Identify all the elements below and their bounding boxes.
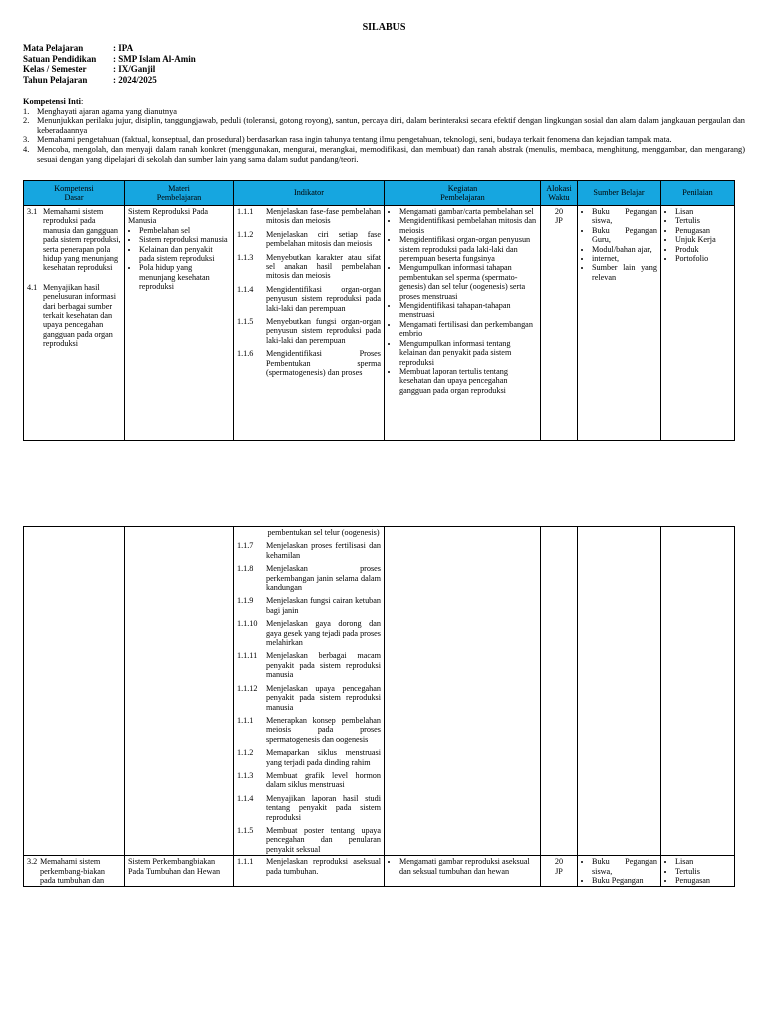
kegiatan-cell xyxy=(385,527,541,856)
header-indikator xyxy=(234,181,385,206)
materi-cell xyxy=(125,527,234,856)
kd-cell xyxy=(24,856,125,887)
sumber-cell xyxy=(578,206,661,441)
indikator-item xyxy=(237,857,381,876)
meta-row xyxy=(23,54,196,65)
kd-cell xyxy=(24,206,125,441)
list-item: • Mengidentifikasi tahapan-tahapan menstruasi xyxy=(399,301,537,320)
indikator-text: Mengidentifikasi Proses Pembentukan sperma (spermatogenesis) dan proses xyxy=(266,349,381,378)
list-item: • Unjuk Kerja xyxy=(675,235,731,244)
ki-text: Menghayati ajaran agama yang dianutnya xyxy=(37,106,177,116)
ki-heading xyxy=(23,97,745,107)
list-item: • Mengidentifikasi pembelahan mitosis dan meiosis xyxy=(399,216,537,235)
indikator-text: Menjelaskan gaya dorong dan gaya gesek yang tejadi pada proses melahirkan xyxy=(266,619,381,648)
meta-row xyxy=(23,64,196,75)
list-item: • Mengidentifikasi organ-organ penyusun sistem reproduksi pada laki-laki dan perempuan beserta fungsinya xyxy=(399,235,537,263)
indikator-text: Membuat poster tentang upaya pencegahan dan penularan penyakit seksual xyxy=(266,825,381,854)
list-item: • Buku Pegangan Guru, xyxy=(592,226,657,245)
table-row xyxy=(24,856,735,887)
materi-title: Sistem Reproduksi Pada Manusia xyxy=(128,207,209,226)
meta-label: Kelas / Semester xyxy=(23,64,87,74)
meta-row xyxy=(23,75,196,86)
table-row xyxy=(24,206,735,441)
list-item: • Portofolio xyxy=(675,254,731,263)
indikator-item xyxy=(237,619,381,647)
ki-title: Kompetensi Inti xyxy=(23,97,81,106)
indikator-text: Menjelaskan proses perkembangan janin selama dalam kandungan xyxy=(266,564,381,593)
alokasi-unit: JP xyxy=(555,216,563,226)
indikator-text: Membuat grafik level hormon dalam siklus menstruasi xyxy=(266,770,381,790)
indikator-item xyxy=(237,541,381,560)
header-penilaian xyxy=(661,181,735,206)
indikator-text: Menyebutkan fungsi organ-organ penyusun sistem reproduksi pada laki-laki dan perempuan xyxy=(266,317,381,345)
kd-item xyxy=(27,857,121,885)
list-item: • Produk xyxy=(675,245,731,254)
indikator-text: Menyajikan laporan hasil studi tentang penyakit pada sistem reproduksi xyxy=(266,793,381,822)
kd-cell xyxy=(24,527,125,856)
kd-number: 3.1 xyxy=(27,207,38,216)
indikator-item xyxy=(237,528,381,537)
kegiatan-cell xyxy=(385,856,541,887)
header-line: Sumber Belajar xyxy=(593,188,645,198)
sumber-list xyxy=(581,857,657,885)
ki-number: 1. xyxy=(23,106,30,116)
kd-text: Memahami sistem reproduksi pada manusia dan gangguan pada sistem reproduksi, serta penerapan pola hidup yang menunjang kesehatan reproduksi xyxy=(43,207,121,273)
indikator-text: Menerapkan konsep pembelahan meiosis pada proses spermatogenesis dan oogenesis xyxy=(266,715,381,744)
ki-number: 4. xyxy=(23,144,30,154)
list-item: • Penugasan xyxy=(675,876,731,885)
indikator-item xyxy=(237,826,381,854)
indikator-text: Menjelaskan reproduksi aseksual pada tumbuhan. xyxy=(266,857,381,876)
indikator-item xyxy=(237,285,381,313)
ki-item xyxy=(23,145,745,164)
header-line: Kegiatan xyxy=(447,183,478,193)
penilaian-cell xyxy=(661,856,735,887)
indikator-number: 1.1.1 xyxy=(237,857,254,867)
list-item: • Penugasan xyxy=(675,226,731,235)
indikator-number: 1.1.5 xyxy=(237,317,254,327)
indikator-item xyxy=(237,794,381,822)
sumber-list xyxy=(581,207,657,282)
penilaian-cell xyxy=(661,527,735,856)
materi-cell xyxy=(125,856,234,887)
indikator-item xyxy=(237,207,381,226)
indikator-number: 1.1.11 xyxy=(237,651,258,661)
header-kompetensi-dasar xyxy=(24,181,125,206)
list-item: • Tertulis xyxy=(675,216,731,225)
indikator-number: 1.1.4 xyxy=(237,793,254,803)
indikator-item xyxy=(237,317,381,345)
ki-number: 2. xyxy=(23,116,30,126)
page-title: SILABUS xyxy=(362,22,406,33)
ki-number: 3. xyxy=(23,135,30,145)
header-sumber xyxy=(578,181,661,206)
indikator-item xyxy=(237,684,381,712)
indikator-item xyxy=(237,253,381,281)
list-item: • Lisan xyxy=(675,207,731,216)
meta-value: : IX/Ganjil xyxy=(113,64,156,74)
indikator-text: Menjelaskan ciri setiap fase pembelahan mitosis dan meiosis xyxy=(266,229,381,249)
list-item: • Sumber lain yang relevan xyxy=(592,263,657,282)
kegiatan-list xyxy=(388,207,537,395)
indikator-number: 1.1.1 xyxy=(237,715,254,725)
indikator-item xyxy=(237,564,381,592)
kegiatan-list xyxy=(388,857,537,876)
materi-list xyxy=(128,226,230,292)
indikator-number xyxy=(237,528,266,537)
list-item: • internet, xyxy=(592,254,657,263)
alokasi-value: 20 xyxy=(554,207,564,216)
indikator-cell xyxy=(234,527,385,856)
indikator-text: Menjelaskan fungsi cairan ketuban bagi janin xyxy=(266,596,381,615)
silabus-table xyxy=(23,180,735,441)
meta-value: : SMP Islam Al-Amin xyxy=(113,53,196,64)
indikator-item xyxy=(237,230,381,249)
header-kegiatan xyxy=(385,181,541,206)
header-line: Alokasi xyxy=(546,183,572,193)
indikator-item xyxy=(237,349,381,377)
indikator-text: Mengidentifikasi organ-organ penyusun sistem reproduksi pada laki-laki dan perempuan xyxy=(266,284,381,313)
meta-value: : 2024/2025 xyxy=(113,74,157,85)
indikator-text: Memaparkan siklus menstruasi yang terjadi pada dinding rahim xyxy=(266,748,381,767)
indikator-text: pembentukan sel telur (oogenesis) xyxy=(267,528,380,537)
indikator-number: 1.1.2 xyxy=(237,229,254,239)
indikator-number: 1.1.9 xyxy=(237,596,254,606)
ki-item xyxy=(23,116,745,135)
header-line: Kompetensi xyxy=(54,183,94,193)
indikator-number: 1.1.6 xyxy=(237,349,254,359)
meta-label: Satuan Pendidikan xyxy=(23,53,97,64)
kd-number: 3.2 xyxy=(27,857,38,867)
penilaian-cell xyxy=(661,206,735,441)
alokasi-cell xyxy=(541,856,578,887)
list-item: • Buku Pegangan siswa, xyxy=(592,857,657,876)
ki-item xyxy=(23,135,745,145)
header-line: Pembelajaran xyxy=(156,193,202,202)
meta-label: Tahun Pelajaran xyxy=(23,74,88,85)
list-item: • Mengamati gambar reproduksi aseksual dan seksual tumbuhan dan hewan xyxy=(399,857,537,876)
ki-text: Mencoba, mengolah, dan menyaji dalam ranah konkret (menggunakan, mengurai, merangkai, memodifikasi, dan membuat) dan ranah abstrak (menulis, membaca, menghitung, menggambar, dan mengarang) sesuai dengan yang dipelajari di sekolah dan sumber lain yang sama dalam sudut pandang/teori. xyxy=(37,144,745,164)
indikator-item xyxy=(237,716,381,744)
materi-title: Sistem Perkembangbiakan Pada Tumbuhan dan Hewan xyxy=(128,857,221,876)
indikator-number: 1.1.1 xyxy=(237,207,254,216)
penilaian-list xyxy=(664,857,731,885)
indikator-item xyxy=(237,596,381,615)
indikator-item xyxy=(237,651,381,679)
indikator-number: 1.1.12 xyxy=(237,683,258,693)
list-item: • Kelainan dan penyakit pada sistem reproduksi xyxy=(139,245,230,264)
indikator-item xyxy=(237,771,381,790)
list-item: • Mengumpulkan informasi tahapan pembentukan sel sperma (spermato-genesis) dan sel telur (oogenesis) serta proses menstruasi xyxy=(399,263,537,301)
indikator-text: Menjelaskan berbagai macam penyakit pada sistem reproduksi manusia xyxy=(266,651,381,680)
meta-row xyxy=(23,43,196,54)
header-alokasi xyxy=(541,181,578,206)
sumber-cell xyxy=(578,856,661,887)
ki-text: Memahami pengetahuan (faktual, konseptual, dan prosedural) berdasarkan rasa ingin tahunya tentang ilmu pengetahuan, teknologi, seni, budaya terkait fenomena dan kejadian tampak mata. xyxy=(37,135,672,145)
list-item: • Modul/bahan ajar, xyxy=(592,245,657,254)
indikator-number: 1.1.2 xyxy=(237,748,254,758)
list-item: • Pola hidup yang menunjang kesehatan reproduksi xyxy=(139,263,230,291)
indikator-text: Menjelaskan fase-fase pembelahan mitosis dan meiosis xyxy=(266,207,381,226)
list-item: • Buku Pegangan xyxy=(592,876,657,885)
materi-cell xyxy=(125,206,234,441)
indikator-text: Menjelaskan proses fertilisasi dan kehamilan xyxy=(266,541,381,560)
header-line: Materi xyxy=(168,183,190,193)
list-item: • Lisan xyxy=(675,857,731,866)
kd-number: 4.1 xyxy=(27,282,38,292)
alokasi-value: 20 xyxy=(554,857,564,867)
table-header-row xyxy=(24,181,735,206)
alokasi-cell xyxy=(541,527,578,856)
table-row xyxy=(24,527,735,856)
header-line: Dasar xyxy=(64,193,84,202)
ki-item xyxy=(23,107,745,117)
list-item: • Buku Pegangan siswa, xyxy=(592,207,657,226)
kd-text: Menyajikan hasil penelusuran informasi dari berbagai sumber terkait kesehatan dan upaya pencegahan gangguan pada organ reproduksi xyxy=(43,282,116,349)
indikator-cell xyxy=(234,856,385,887)
indikator-item xyxy=(237,748,381,767)
indikator-cell xyxy=(234,206,385,441)
sumber-cell xyxy=(578,527,661,856)
silabus-table-continued xyxy=(23,526,735,887)
header-line: Pembelajaran xyxy=(440,193,485,202)
indikator-number: 1.1.3 xyxy=(237,252,254,262)
header-materi xyxy=(125,181,234,206)
ki-colon: : xyxy=(80,97,84,106)
ki-text: Menunjukkan perilaku jujur, disiplin, tanggungjawab, peduli (toleransi, gotong royong), santun, percaya diri, dalam berinteraksi secara efektif dengan lingkungan sosial dan alam dalam jangkauan pergaulan dan keberadaannya xyxy=(37,116,745,135)
kd-text: Memahami sistem perkembang-biakan pada tumbuhan dan xyxy=(40,857,106,885)
list-item: • Mengamati gambar/carta pembelahan sel xyxy=(399,207,537,216)
alokasi-cell xyxy=(541,206,578,441)
indikator-number: 1.1.3 xyxy=(237,770,254,780)
indikator-text: Menjelaskan upaya pencegahan penyakit pada sistem reproduksi manusia xyxy=(266,683,381,712)
indikator-number: 1.1.5 xyxy=(237,825,254,835)
list-item: • Tertulis xyxy=(675,867,731,876)
indikator-text: Menyebutkan karakter atau sifat sel anakan hasil pembelahan mitosis dan meiosis xyxy=(266,252,381,281)
meta-label: Mata Pelajaran xyxy=(23,43,84,53)
indikator-number: 1.1.8 xyxy=(237,564,254,574)
header-line: Waktu xyxy=(548,193,570,202)
list-item: • Sistem reproduksi manusia xyxy=(139,235,230,244)
indikator-number: 1.1.4 xyxy=(237,284,254,294)
meta-value: : IPA xyxy=(113,43,134,53)
list-item: • Mengamati fertilisasi dan perkembangan embrio xyxy=(399,320,537,339)
indikator-number: 1.1.10 xyxy=(237,619,258,629)
document-meta xyxy=(23,43,196,85)
header-line: Indikator xyxy=(293,188,324,198)
kegiatan-cell xyxy=(385,206,541,441)
kd-item xyxy=(27,283,121,349)
penilaian-list xyxy=(664,207,731,263)
kd-item xyxy=(27,207,121,273)
list-item: • Mengumpulkan informasi tentang kelainan dan penyakit pada sistem reproduksi xyxy=(399,339,537,367)
alokasi-unit: JP xyxy=(555,866,563,876)
list-item: • Pembelahan sel xyxy=(139,226,230,235)
indikator-list xyxy=(237,207,381,439)
indikator-number: 1.1.7 xyxy=(237,541,254,551)
list-item: • Membuat laporan tertulis tentang kesehatan dan upaya pencegahan gangguan pada organ reproduksi xyxy=(399,367,537,395)
kompetensi-inti xyxy=(23,97,745,164)
header-line: Penilaian xyxy=(682,188,713,198)
